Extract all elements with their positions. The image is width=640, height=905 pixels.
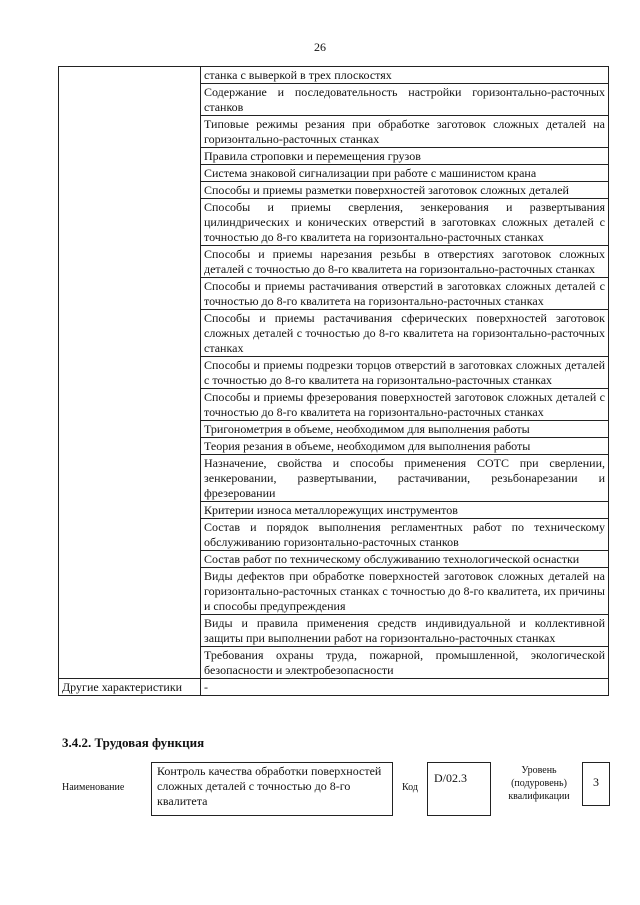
other-characteristics-value: - bbox=[201, 679, 609, 696]
function-code-label: Код bbox=[402, 782, 418, 793]
table-cell: Критерии износа металлорежущих инструментов bbox=[201, 502, 609, 519]
other-characteristics-row bbox=[59, 679, 609, 696]
table-row bbox=[59, 67, 609, 84]
table-cell: Виды и правила применения средств индивидуальной и коллективной защиты при выполнении работ на горизонтально-расточных станках bbox=[201, 615, 609, 647]
table-cell: Виды дефектов при обработке поверхностей заготовок сложных деталей на горизонтально-расточных станках с точностью до 8-го квалитета, их причины и способы предупреждения bbox=[201, 568, 609, 615]
labor-function-header bbox=[60, 760, 620, 820]
function-name-label: Наименование bbox=[62, 782, 125, 793]
table-cell: Состав работ по техническому обслуживанию технологической оснастки bbox=[201, 551, 609, 568]
qualification-level-value: 3 bbox=[582, 762, 610, 806]
table-label-cell bbox=[59, 67, 201, 679]
function-code-value: D/02.3 bbox=[427, 762, 491, 816]
knowledge-table bbox=[58, 66, 609, 696]
table-cell: Правила строповки и перемещения грузов bbox=[201, 148, 609, 165]
table-cell: Способы и приемы сверления, зенкерования и развертывания цилиндрических и конических отверстий в заготовках сложных деталей с точностью до 8-го квалитета на горизонтально-расточных станках bbox=[201, 199, 609, 246]
table-cell: Способы и приемы нарезания резьбы в отверстиях заготовок сложных деталей с точностью до 8-го квалитета на горизонтально-расточных станках bbox=[201, 246, 609, 278]
qualification-level-label: Уровень (подуровень) квалификации bbox=[508, 765, 570, 802]
function-name-value: Контроль качества обработки поверхностей сложных деталей с точностью до 8-го квалитета bbox=[151, 762, 393, 816]
table-cell: Типовые режимы резания при обработке заготовок сложных деталей на горизонтально-расточных станках bbox=[201, 116, 609, 148]
table-cell: Назначение, свойства и способы применения СОТС при сверлении, зенкеровании, развертывании, растачивании, резьбонарезании и фрезеровании bbox=[201, 455, 609, 502]
table-cell: Способы и приемы растачивания отверстий в заготовках сложных деталей с точностью до 8-го квалитета на горизонтально-расточных станках bbox=[201, 278, 609, 310]
other-characteristics-label: Другие характеристики bbox=[59, 679, 201, 696]
table-cell: Тригонометрия в объеме, необходимом для выполнения работы bbox=[201, 421, 609, 438]
table-cell: Содержание и последовательность настройки горизонтально-расточных станков bbox=[201, 84, 609, 116]
table-cell: Способы и приемы подрезки торцов отверстий в заготовках сложных деталей с точностью до 8-го квалитета на горизонтально-расточных станках bbox=[201, 357, 609, 389]
table-cell: Теория резания в объеме, необходимом для выполнения работы bbox=[201, 438, 609, 455]
table-cell: Состав и порядок выполнения регламентных работ по техническому обслуживанию горизонтально-расточных станков bbox=[201, 519, 609, 551]
table-cell: Система знаковой сигнализации при работе с машинистом крана bbox=[201, 165, 609, 182]
table-cell: станка с выверкой в трех плоскостях bbox=[201, 67, 609, 84]
section-title: 3.4.2. Трудовая функция bbox=[62, 735, 205, 750]
page-number: 26 bbox=[314, 40, 326, 54]
table-cell: Способы и приемы разметки поверхностей заготовок сложных деталей bbox=[201, 182, 609, 199]
table-cell: Требования охраны труда, пожарной, промышленной, экологической безопасности и электробезопасности bbox=[201, 647, 609, 679]
table-cell: Способы и приемы растачивания сферических поверхностей заготовок сложных деталей с точностью до 8-го квалитета на горизонтально-расточных станках bbox=[201, 310, 609, 357]
table-cell: Способы и приемы фрезерования поверхностей заготовок сложных деталей с точностью до 8-го квалитета на горизонтально-расточных станках bbox=[201, 389, 609, 421]
